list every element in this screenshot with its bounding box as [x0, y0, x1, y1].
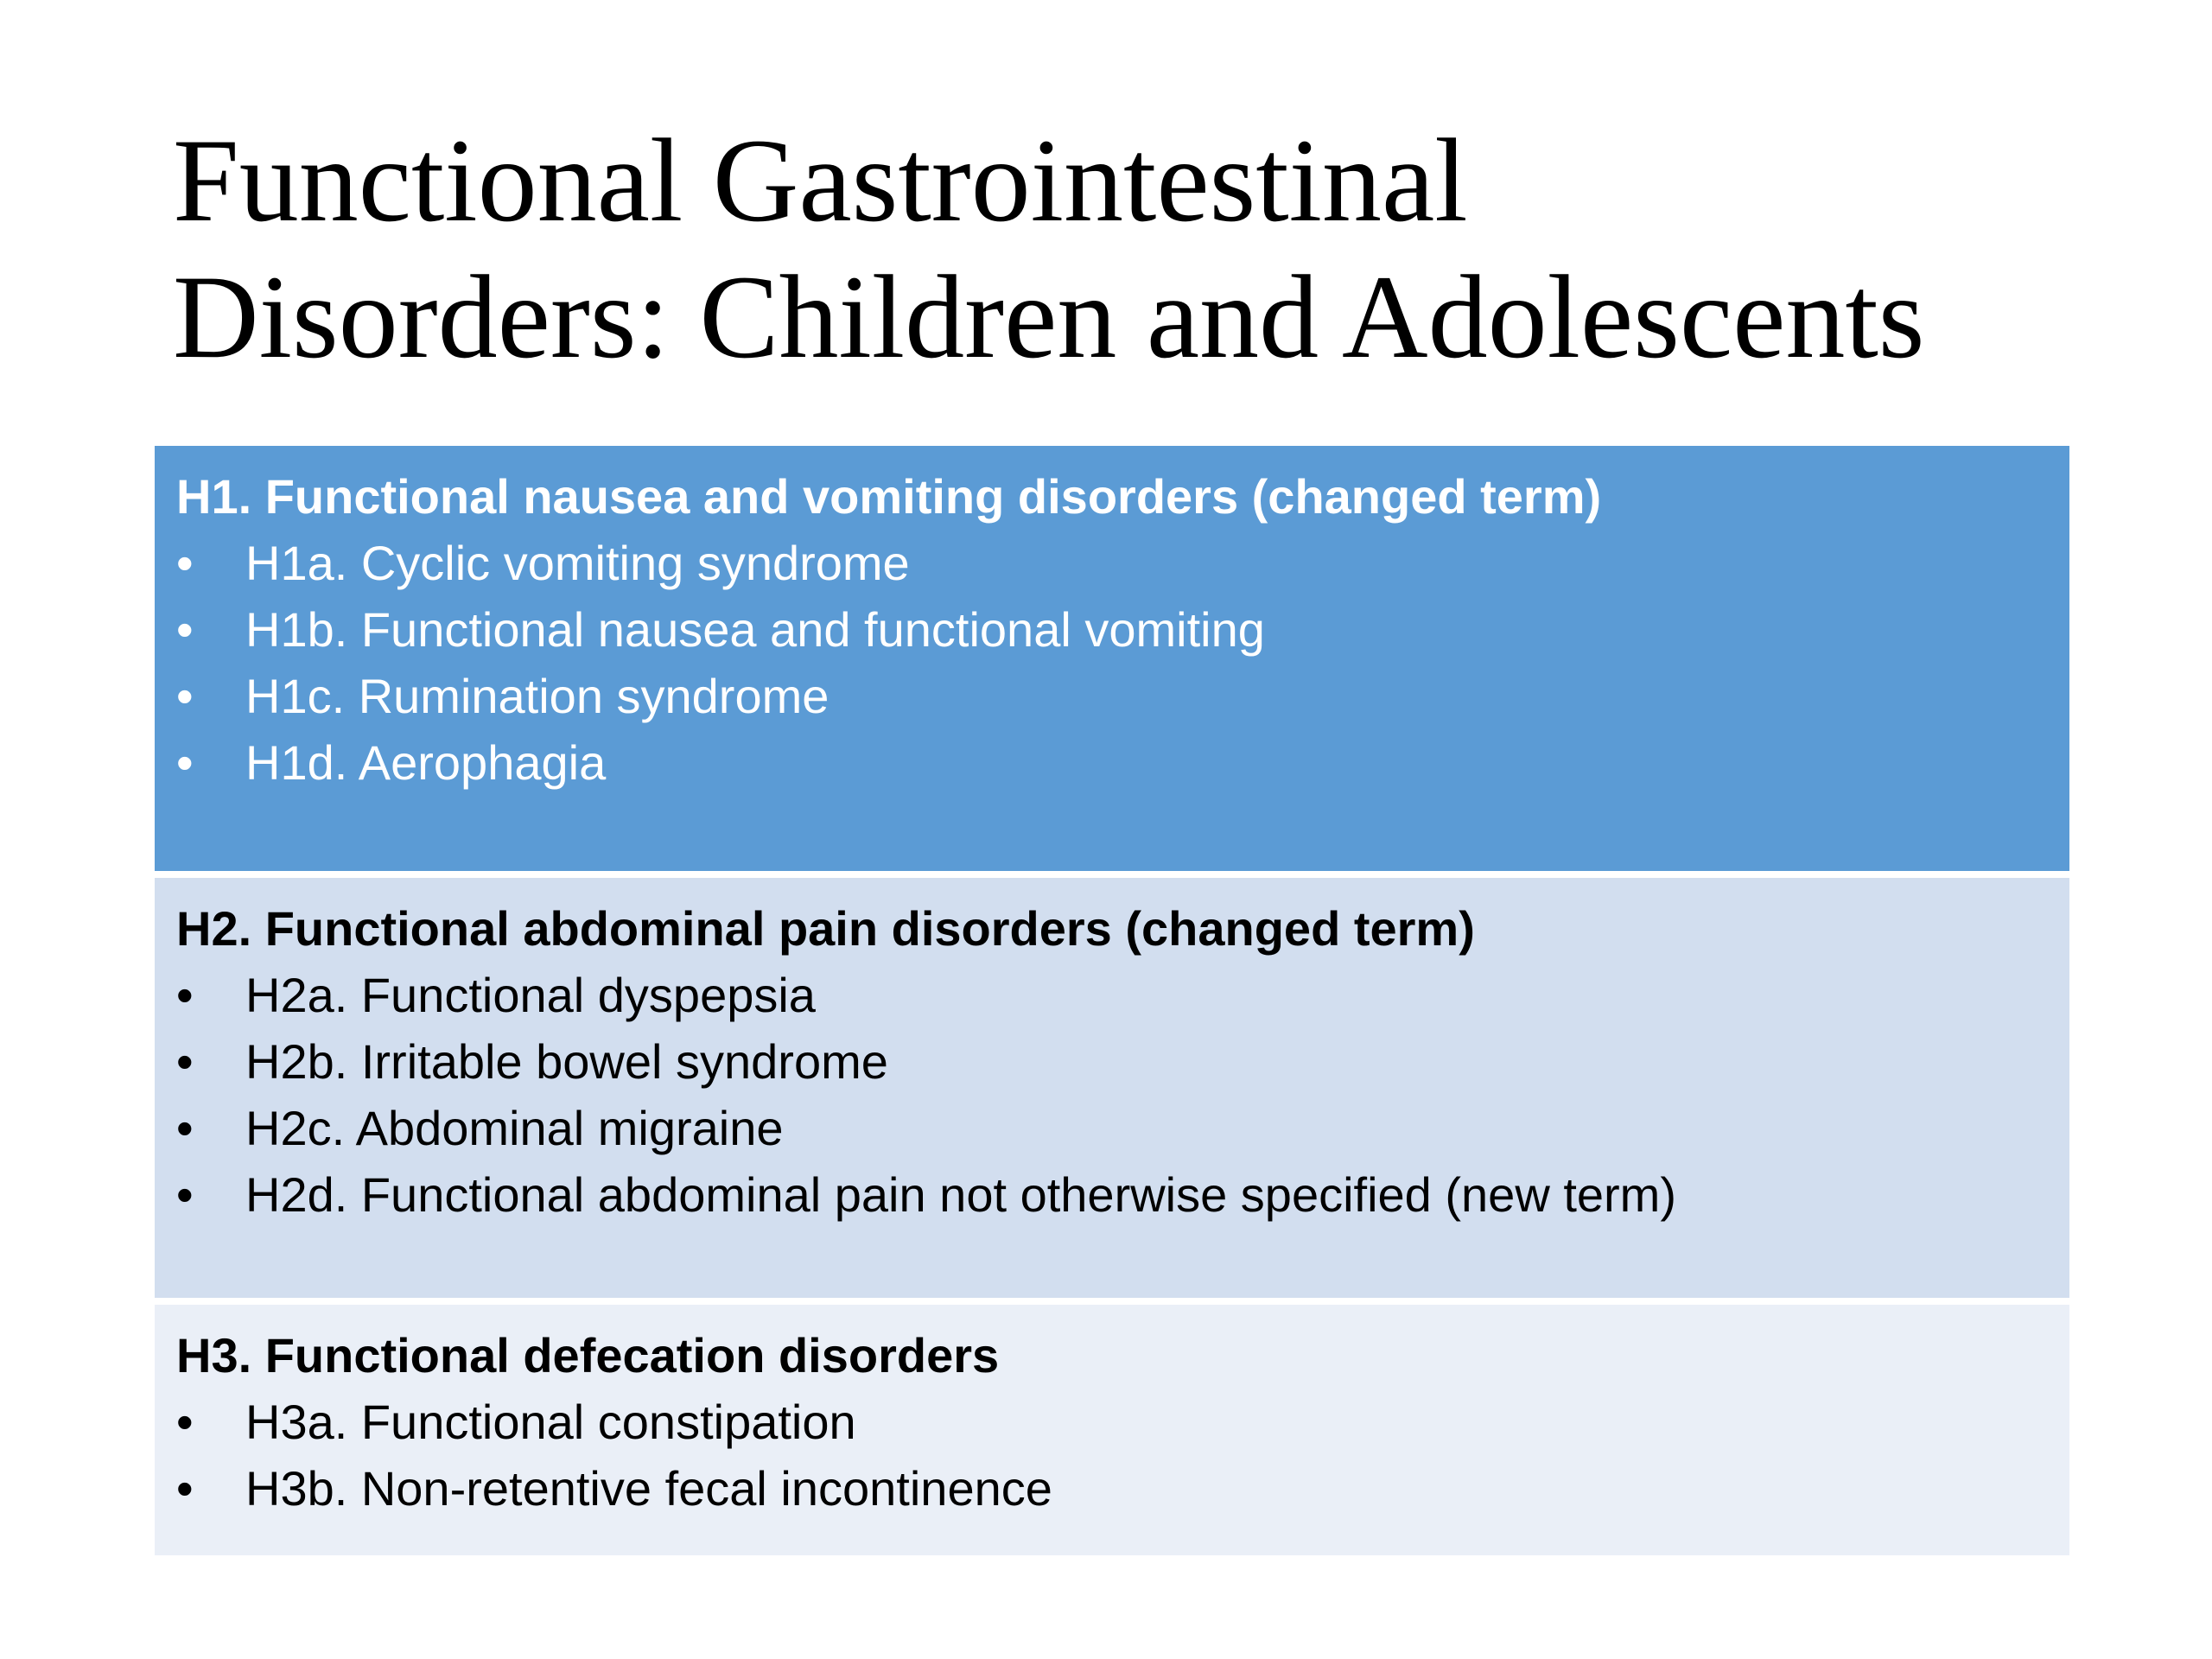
list-item-label: H2b. Irritable bowel syndrome: [245, 1034, 888, 1089]
list-item-label: H1d. Aerophagia: [245, 735, 607, 790]
list-item-label: H1a. Cyclic vomiting syndrome: [245, 536, 910, 590]
list-item: [176, 1455, 2048, 1522]
bullet-icon: •: [176, 1395, 194, 1449]
slide-title: [173, 112, 2074, 385]
list-item: [176, 1389, 2048, 1455]
list-item: [176, 962, 2048, 1028]
list-item-label: H2a. Functional dyspepsia: [245, 968, 816, 1022]
list-item-label: H1c. Rumination syndrome: [245, 669, 830, 723]
item-list: [176, 530, 2048, 796]
table-row-h3: [155, 1305, 2069, 1555]
bullet-icon: •: [176, 669, 194, 723]
bullet-icon: •: [176, 735, 194, 790]
row-heading: H2. Functional abdominal pain disorders (changed term): [176, 901, 1475, 956]
bullet-icon: •: [176, 1034, 194, 1089]
list-item-label: H2c. Abdominal migraine: [245, 1101, 784, 1155]
bullet-icon: •: [176, 1461, 194, 1516]
list-item: [176, 596, 2048, 663]
slide-title-line-1: Functional Gastrointestinal: [173, 114, 1468, 246]
table-row-h1: [155, 446, 2069, 878]
list-item: [176, 1028, 2048, 1095]
list-item-label: H3a. Functional constipation: [245, 1395, 856, 1449]
slide-title-line-2: Disorders: Children and Adolescents: [173, 251, 1925, 383]
list-item: [176, 663, 2048, 729]
list-item: [176, 729, 2048, 796]
bullet-icon: •: [176, 602, 194, 657]
list-item: [176, 1161, 2048, 1228]
item-list: [176, 1389, 2048, 1522]
list-item-label: H3b. Non-retentive fecal incontinence: [245, 1461, 1052, 1516]
bullet-icon: •: [176, 536, 194, 590]
bullet-icon: •: [176, 1167, 194, 1222]
list-item-label: H1b. Functional nausea and functional vomiting: [245, 602, 1265, 657]
bullet-icon: •: [176, 1101, 194, 1155]
row-heading: H3. Functional defecation disorders: [176, 1328, 1000, 1382]
list-item: [176, 530, 2048, 596]
table-row-h2: [155, 878, 2069, 1305]
bullet-icon: •: [176, 968, 194, 1022]
disorders-table: [155, 446, 2069, 1555]
list-item: [176, 1095, 2048, 1161]
item-list: [176, 962, 2048, 1228]
list-item-label: H2d. Functional abdominal pain not otherwise specified (new term): [245, 1167, 1676, 1222]
row-heading: H1. Functional nausea and vomiting disorders (changed term): [176, 469, 1602, 524]
